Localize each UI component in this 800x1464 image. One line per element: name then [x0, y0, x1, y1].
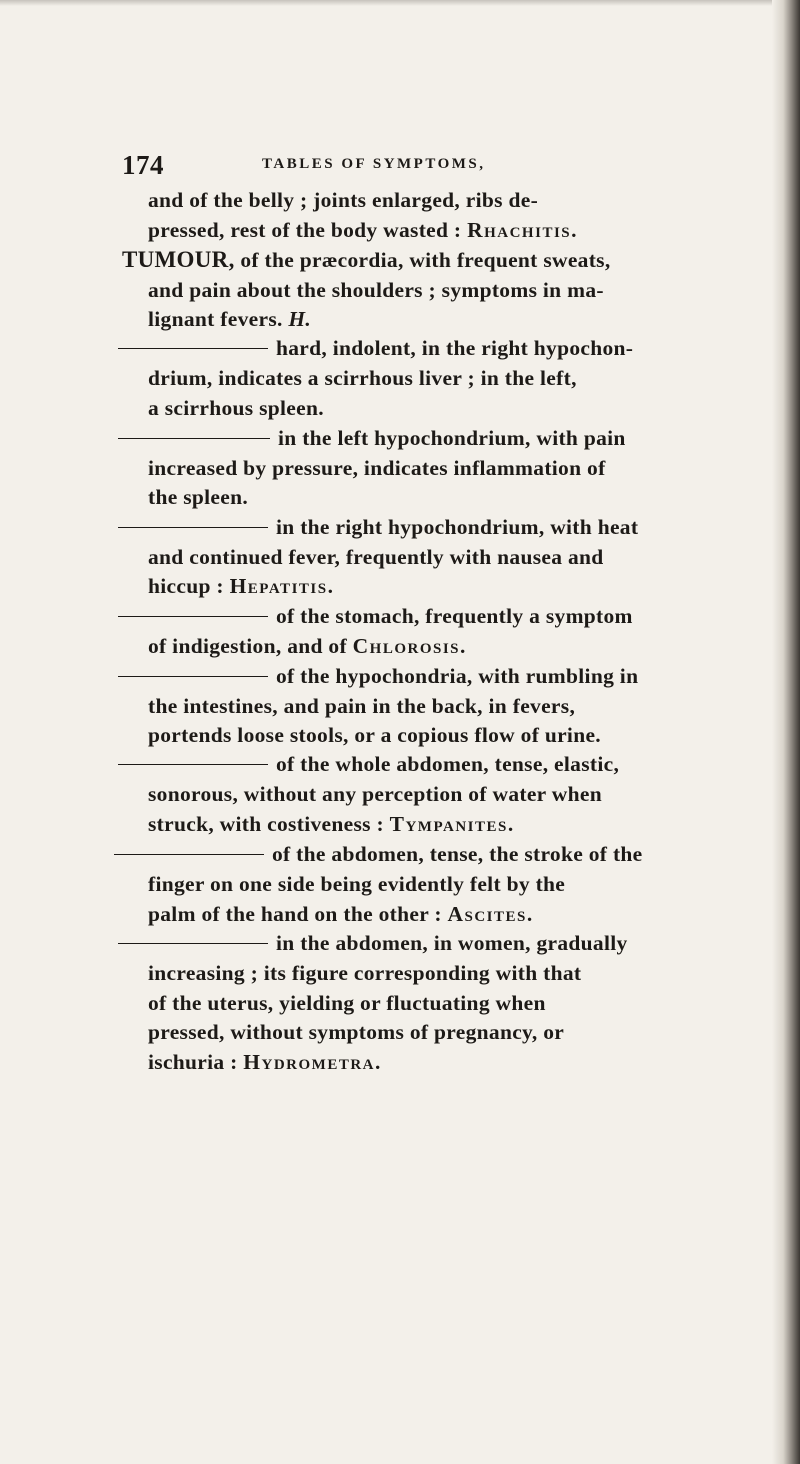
page-number: 174 — [122, 150, 164, 180]
line-text: in the abdomen, in women, gradually — [276, 931, 628, 955]
text-line — [148, 454, 606, 482]
text-line — [148, 959, 581, 987]
line-text: of the stomach, frequently a symptom — [276, 604, 633, 628]
text-line — [148, 632, 467, 660]
disease-name: Tympanites. — [389, 812, 515, 836]
disease-name: Rhachitis. — [467, 218, 579, 242]
text-line — [118, 929, 628, 957]
line-text: of the hypochondria, with rumbling in — [276, 664, 639, 688]
page-edge-shadow — [772, 0, 800, 1464]
text-line — [148, 1018, 564, 1046]
text-line — [148, 721, 601, 749]
ditto-rule — [118, 616, 268, 618]
disease-name: Ascites. — [447, 902, 534, 926]
line-text: and of the belly ; joints enlarged, ribs de- — [148, 188, 539, 212]
line-text: pressed, without symptoms of pregnancy, or — [148, 1020, 565, 1044]
ditto-rule — [118, 943, 268, 945]
text-line — [148, 483, 248, 511]
line-text: struck, with costiveness : — [148, 812, 384, 836]
line-text: increased by pressure, indicates inflammation of — [148, 456, 606, 480]
ditto-rule — [114, 854, 264, 856]
line-text: hiccup : — [148, 574, 224, 598]
line-text: in the right hypochondrium, with heat — [276, 515, 639, 539]
disease-name: Hydrometra. — [243, 1050, 382, 1074]
line-text: of the whole abdomen, tense, elastic, — [276, 752, 620, 776]
source-mark: H. — [288, 307, 312, 331]
page-top-shadow — [0, 0, 800, 6]
text-line — [148, 810, 515, 838]
text-line — [148, 543, 604, 571]
ditto-rule — [118, 527, 268, 529]
text-line — [118, 602, 633, 630]
line-text: hard, indolent, in the right hypochon- — [276, 336, 634, 360]
line-text: portends loose stools, or a copious flow of urine. — [148, 723, 601, 747]
line-text: of the uterus, yielding or fluctuating when — [148, 991, 546, 1015]
text-line — [148, 216, 578, 244]
line-text: palm of the hand on the other : — [148, 902, 442, 926]
text-line — [148, 692, 575, 720]
text-line — [118, 424, 626, 452]
ditto-rule — [118, 764, 268, 766]
line-text: increasing ; its figure corresponding with that — [148, 961, 582, 985]
disease-name: Chlorosis. — [352, 634, 467, 658]
line-text: drium, indicates a scirrhous liver ; in the left, — [148, 366, 577, 390]
line-text: of the præcordia, with frequent sweats, — [240, 248, 611, 272]
line-text: of indigestion, and of — [148, 634, 347, 658]
text-line — [118, 513, 638, 541]
line-text: and pain about the shoulders ; symptoms in ma- — [148, 278, 604, 302]
line-text: and continued fever, frequently with nausea and — [148, 545, 604, 569]
text-line — [118, 334, 633, 362]
text-line — [148, 276, 604, 304]
text-line — [148, 900, 534, 928]
page-header — [122, 150, 682, 190]
ditto-rule — [118, 676, 268, 678]
line-text: finger on one side being evidently felt by the — [148, 872, 566, 896]
text-line — [148, 305, 311, 333]
text-line — [148, 780, 602, 808]
line-text: a scirrhous spleen. — [148, 396, 324, 420]
text-line — [148, 186, 538, 214]
text-line — [114, 840, 643, 868]
text-line — [148, 989, 546, 1017]
text-line — [148, 394, 324, 422]
line-text: the spleen. — [148, 485, 249, 509]
text-line — [148, 870, 565, 898]
text-line — [122, 246, 611, 274]
disease-name: Hepatitis. — [229, 574, 335, 598]
text-line — [148, 1048, 382, 1076]
line-text: the intestines, and pain in the back, in fevers, — [148, 694, 576, 718]
text-line — [118, 662, 638, 690]
line-text: of the abdomen, tense, the stroke of the — [272, 842, 643, 866]
line-text: in the left hypochondrium, with pain — [278, 426, 626, 450]
entry-heading: TUMOUR, — [122, 247, 235, 272]
line-text: lignant fevers. — [148, 307, 283, 331]
line-text: ischuria : — [148, 1050, 238, 1074]
ditto-rule — [118, 438, 270, 440]
line-text: pressed, rest of the body wasted : — [148, 218, 462, 242]
running-head: TABLES OF SYMPTOMS, — [262, 156, 486, 172]
text-line — [148, 364, 577, 392]
text-line — [148, 572, 334, 600]
text-line — [118, 750, 619, 778]
ditto-rule — [118, 348, 268, 350]
line-text: sonorous, without any perception of water when — [148, 782, 602, 806]
